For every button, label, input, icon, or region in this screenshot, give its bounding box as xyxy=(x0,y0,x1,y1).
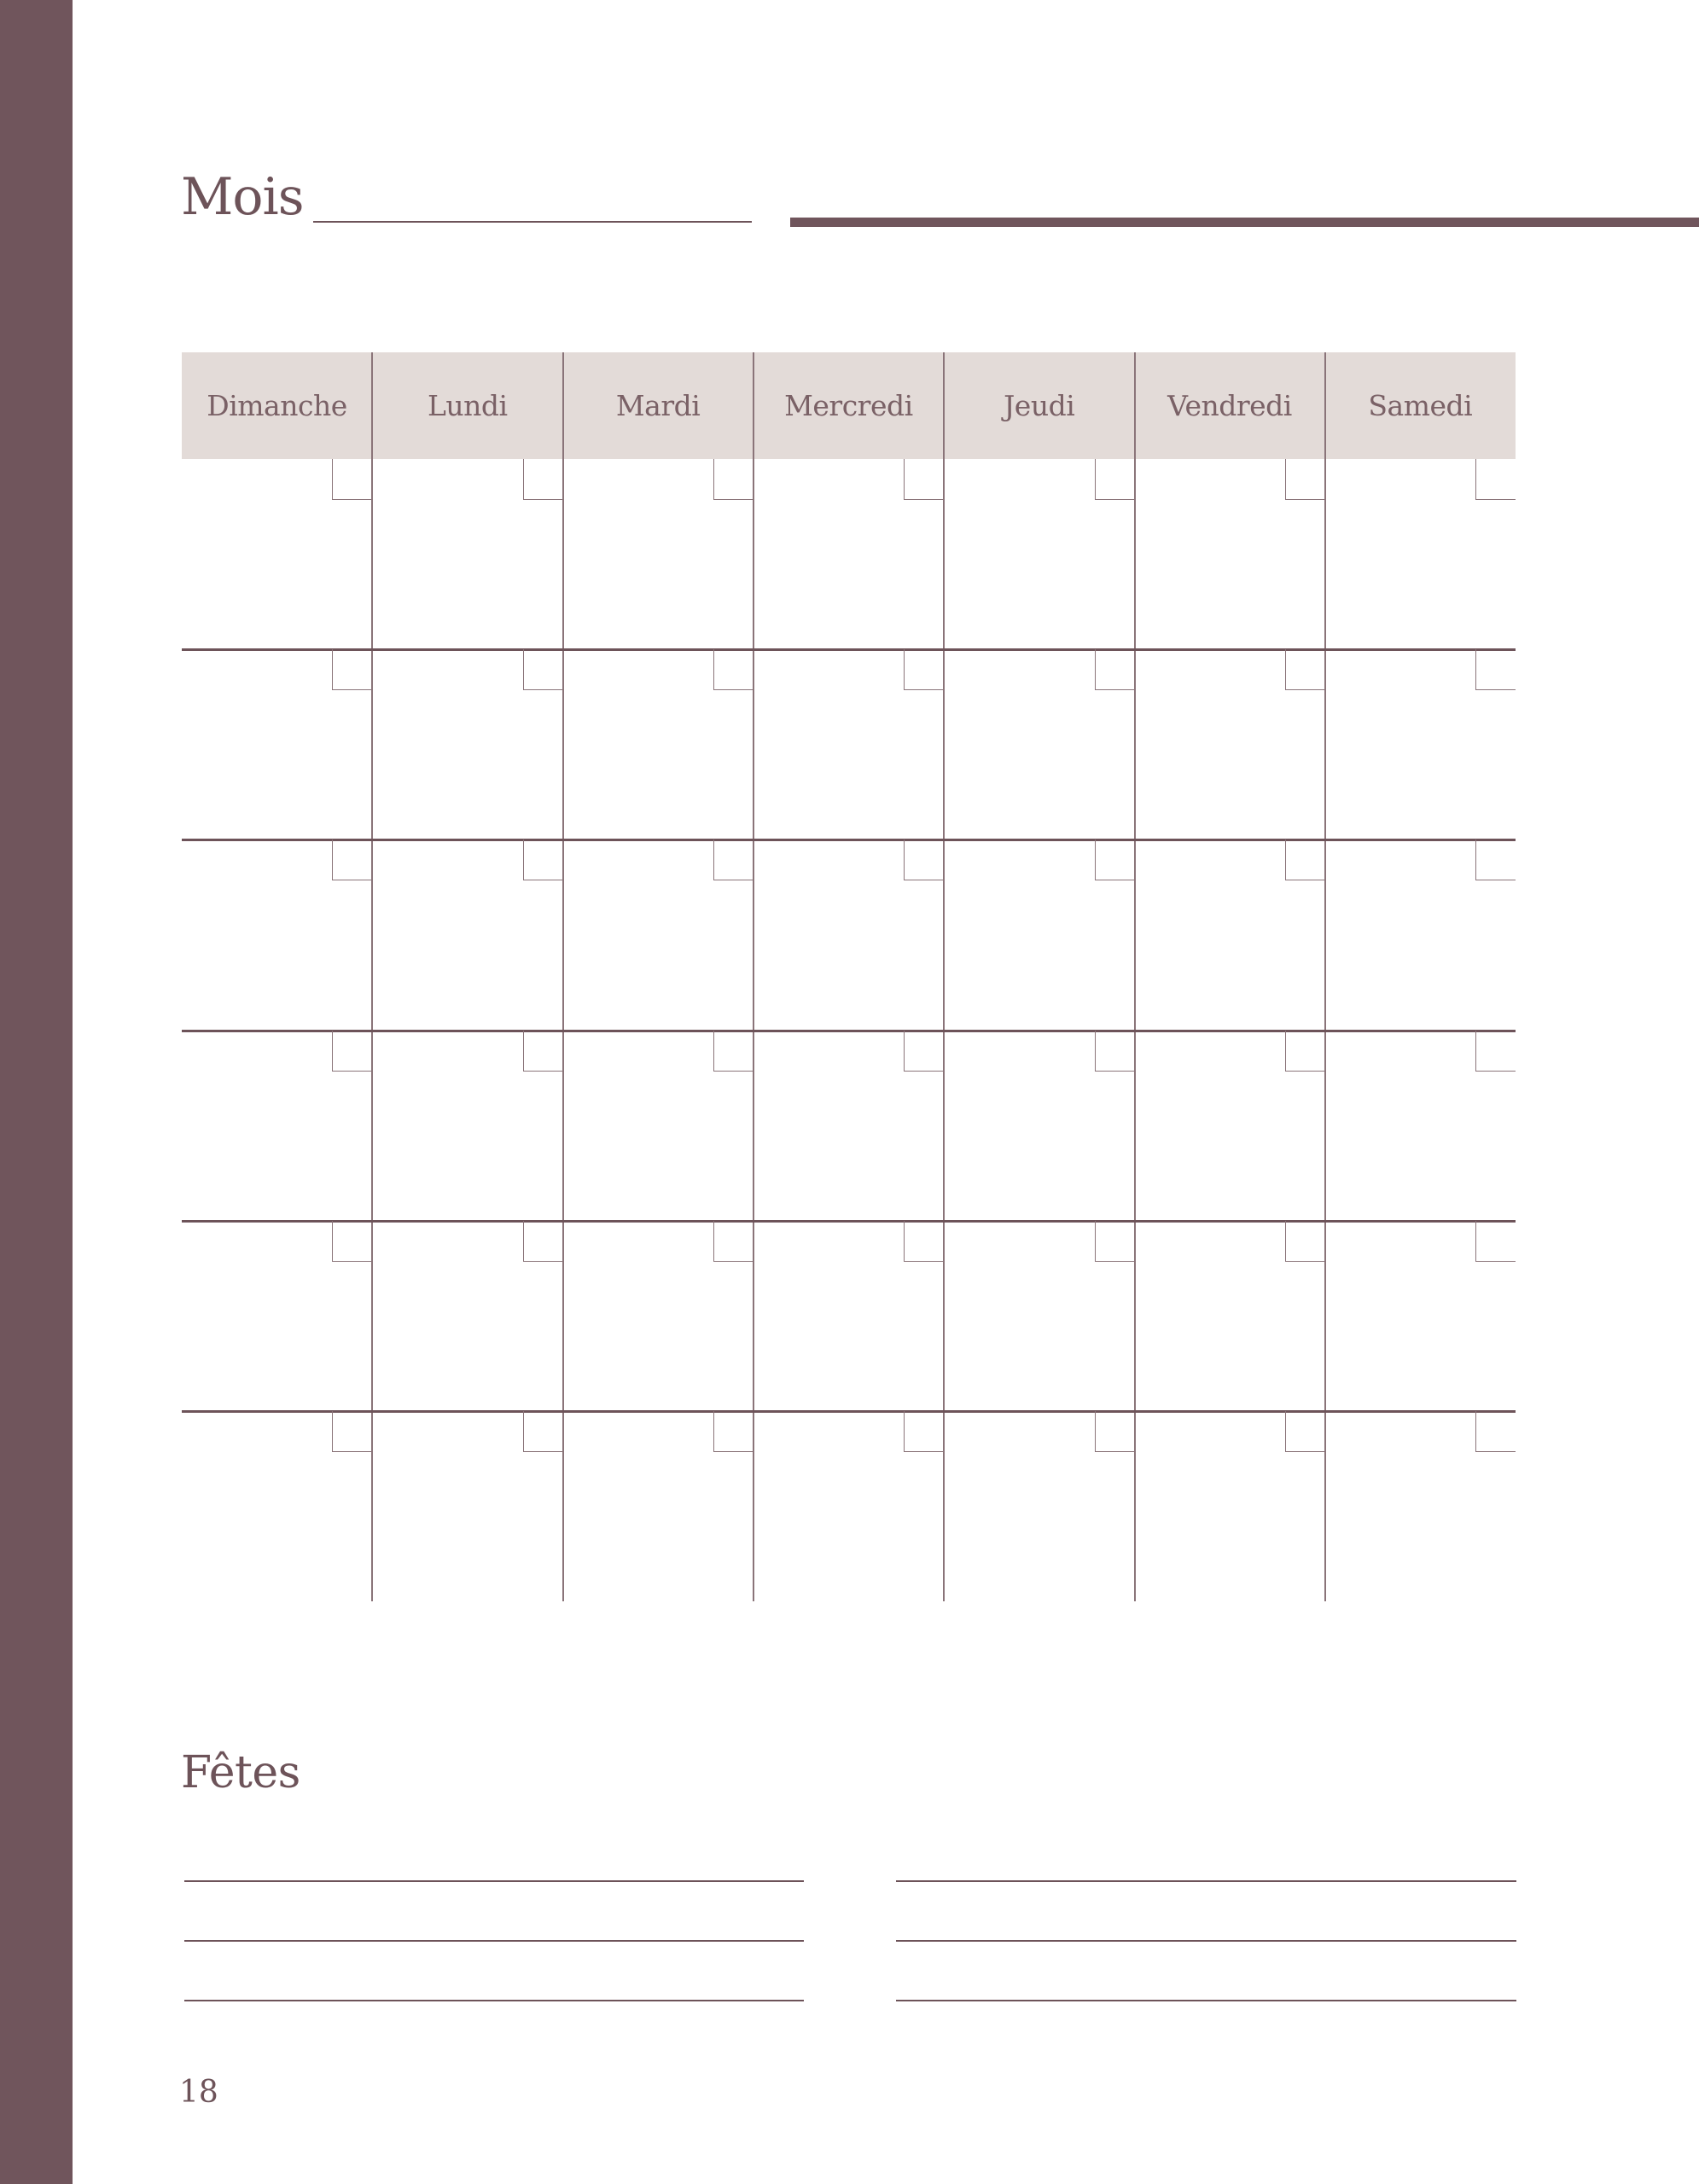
date-box[interactable] xyxy=(1475,1411,1516,1452)
date-box[interactable] xyxy=(713,649,753,690)
date-box[interactable] xyxy=(1285,459,1325,500)
month-label: Mois xyxy=(181,167,304,227)
date-box[interactable] xyxy=(1285,1031,1325,1072)
date-box[interactable] xyxy=(523,649,563,690)
date-box[interactable] xyxy=(1095,649,1135,690)
date-box[interactable] xyxy=(1475,649,1516,690)
date-box[interactable] xyxy=(1475,1031,1516,1072)
date-box[interactable] xyxy=(904,1221,944,1262)
holiday-line[interactable] xyxy=(184,1940,804,1942)
holiday-line[interactable] xyxy=(896,1880,1516,1882)
date-box[interactable] xyxy=(1475,839,1516,880)
date-box[interactable] xyxy=(713,1221,753,1262)
date-box[interactable] xyxy=(904,649,944,690)
date-box[interactable] xyxy=(1285,649,1325,690)
date-box[interactable] xyxy=(332,649,372,690)
date-box[interactable] xyxy=(332,1221,372,1262)
day-name-6: Samedi xyxy=(1368,389,1473,422)
date-box[interactable] xyxy=(713,839,753,880)
holiday-line[interactable] xyxy=(896,2000,1516,2001)
date-box[interactable] xyxy=(713,459,753,500)
date-box[interactable] xyxy=(523,1411,563,1452)
date-box[interactable] xyxy=(332,1031,372,1072)
date-box[interactable] xyxy=(1095,1031,1135,1072)
day-name-5: Vendredi xyxy=(1167,389,1292,422)
day-name-3: Mercredi xyxy=(784,389,913,422)
date-box[interactable] xyxy=(523,1221,563,1262)
date-box[interactable] xyxy=(332,459,372,500)
page-number: 18 xyxy=(179,2075,218,2110)
day-name-4: Jeudi xyxy=(1004,389,1075,422)
date-box[interactable] xyxy=(1095,1411,1135,1452)
holidays-label: Fêtes xyxy=(181,1747,300,1798)
holiday-line[interactable] xyxy=(184,1880,804,1882)
date-box[interactable] xyxy=(904,1411,944,1452)
date-box[interactable] xyxy=(332,1411,372,1452)
date-box[interactable] xyxy=(1285,839,1325,880)
date-box[interactable] xyxy=(523,1031,563,1072)
date-box[interactable] xyxy=(713,1031,753,1072)
date-box[interactable] xyxy=(713,1411,753,1452)
date-box[interactable] xyxy=(1095,459,1135,500)
day-name-2: Mardi xyxy=(615,389,701,422)
holiday-line[interactable] xyxy=(896,1940,1516,1942)
date-box[interactable] xyxy=(523,839,563,880)
date-box[interactable] xyxy=(904,1031,944,1072)
date-box[interactable] xyxy=(1095,1221,1135,1262)
date-box[interactable] xyxy=(523,459,563,500)
holiday-line[interactable] xyxy=(184,2000,804,2001)
date-box[interactable] xyxy=(1475,459,1516,500)
date-box[interactable] xyxy=(904,839,944,880)
accent-bar xyxy=(790,218,1699,227)
date-box[interactable] xyxy=(1475,1221,1516,1262)
side-bar xyxy=(0,0,73,2184)
date-box[interactable] xyxy=(332,839,372,880)
day-name-0: Dimanche xyxy=(207,389,347,422)
date-box[interactable] xyxy=(1285,1411,1325,1452)
date-box[interactable] xyxy=(1285,1221,1325,1262)
day-name-1: Lundi xyxy=(427,389,508,422)
date-box[interactable] xyxy=(1095,839,1135,880)
month-input-line[interactable] xyxy=(313,221,752,223)
date-box[interactable] xyxy=(904,459,944,500)
